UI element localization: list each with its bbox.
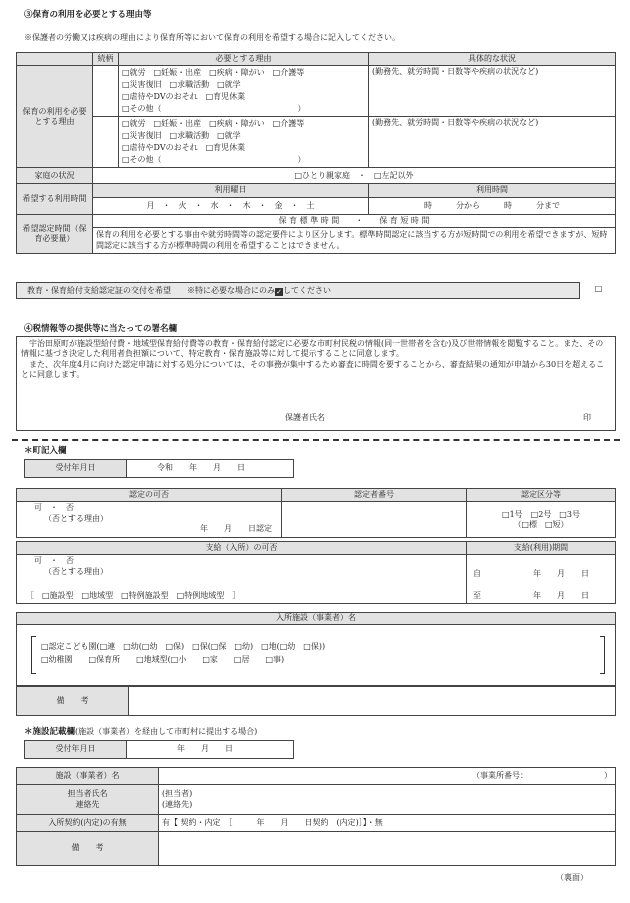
facility-name-field[interactable]: （事業所番号： ） <box>159 768 616 785</box>
town-cert-table <box>16 488 616 538</box>
seal-mark: 印 <box>583 413 591 422</box>
supply-period-cell[interactable]: 自 年 月 日 至 年 月 日 <box>467 555 616 604</box>
supply-approval-header: 支給（入所）の可否 <box>17 542 467 555</box>
contract-field[interactable]: 有【 契約・内定 ［ 年 月 日契約 (内定)］】・無 <box>159 815 616 832</box>
town-remarks-field[interactable] <box>129 687 616 716</box>
guardian-name-field[interactable] <box>337 411 537 425</box>
voucher-checkbox[interactable]: □ <box>579 282 617 299</box>
consent-paragraph-2: また、次年度4月に向けた認定申請に対する処分については、その事務が集中するため審査に時間を要することから、審査結果の通知が申請から30日を超えることに同意します。 <box>21 359 605 380</box>
detail-header: 具体的な状況 <box>369 53 616 66</box>
cert-approval-cell[interactable]: 可 ・ 否 （否とする理由） 年 月 日認定 <box>17 502 282 538</box>
town-remarks-table <box>16 686 616 716</box>
cert-number-header: 認定者番号 <box>282 489 467 502</box>
contract-label: 入所契約(内定)の有無 <box>17 815 159 832</box>
family-options[interactable]: □ひとり親家庭 ・ □左記以外 <box>93 168 616 184</box>
reason-options-2[interactable]: □就労 □妊娠・出産 □疾病・障がい □介護等 □災害復旧 □求職活動 □就学 □虐待やDVのおそれ □育児休業 □その他（ ） <box>119 117 369 168</box>
facility-received-label: 受付年月日 <box>25 741 127 759</box>
days-header: 利用曜日 <box>93 184 369 197</box>
reason-options-1[interactable]: □就労 □妊娠・出産 □疾病・障がい □介護等 □災害復旧 □求職活動 □就学 □虐待やDVのおそれ □育児休業 □その他（ ） <box>119 66 369 117</box>
contact-field[interactable]: (担当者) (連絡先) <box>159 785 616 815</box>
relation-cell-2[interactable] <box>93 117 119 168</box>
cert-number-cell[interactable] <box>282 502 467 538</box>
sec3-title: ③保育の利用を必要とする理由等 <box>24 10 152 20</box>
town-supply-table <box>16 541 616 604</box>
cert-approval-header: 認定の可否 <box>17 489 282 502</box>
facility-name-label: 施設（事業者）名 <box>17 768 159 785</box>
contact-label: 担当者氏名 連絡先 <box>17 785 159 815</box>
reason-row-label: 保育の利用を必要とする理由 <box>17 66 93 168</box>
family-label: 家庭の状況 <box>17 168 93 184</box>
reason-table <box>16 52 616 254</box>
page-footer: （裏面） <box>556 873 588 882</box>
wish-label: 希望する利用時間 <box>17 184 93 214</box>
town-title: ＊町記入欄 <box>24 446 67 456</box>
sec3-note: ※保護者の労働又は疾病の理由により保育所等において保育の利用を希望する場合に記入してください。 <box>24 33 400 42</box>
guardian-name-label: 保護者氏名 <box>285 413 325 422</box>
detail-cell-1[interactable]: (勤務先、就労時間・日数等や疾病の状況など) <box>369 66 616 117</box>
town-received-label: 受付年月日 <box>25 460 127 478</box>
facility-title: ＊施設記載欄(施設（事業者）を経由して市町村に提出する場合) <box>24 727 258 737</box>
facility-received-date[interactable]: 年 月 日 <box>127 741 294 759</box>
cert-time-options[interactable]: 保 育 標 準 時 間 ・ 保 育 短 時 間 <box>93 214 616 227</box>
voucher-tail: してください <box>283 286 331 295</box>
relation-header: 続柄 <box>93 53 119 66</box>
facility-info-table <box>16 767 616 866</box>
time-header: 利用時間 <box>369 184 616 197</box>
consent-paragraph-1: 宇治田原町が施設型給付費・地域型保育給付費等の教育・保育給付認定に必要な市町村民税の情報(同一世帯者を含む)及び世帯情報を閲覧すること。また、その情報に基づき決定した利用者負担額について、特定教育・保育施設等に対して提示することに同意します。 <box>21 339 604 359</box>
checkmark-icon: ✓ <box>276 288 282 296</box>
consent-box <box>16 336 616 431</box>
facility-remarks-field[interactable] <box>159 832 616 866</box>
sec4-title: ④税情報等の提供等に当たっての署名欄 <box>24 324 178 334</box>
facility-name-block <box>16 612 616 686</box>
facility-name-header: 入所施設（事業者）名 <box>17 613 615 625</box>
town-remarks-label: 備 考 <box>17 687 129 716</box>
cert-time-explanation: 保育の利用を必要とする事由や就労時間等の認定要件により区分します。標準時間認定に該当する方が短時間での利用を希望できますが、短時間認定に該当する方が標準時間の利用を希望することはできません。 <box>93 228 616 254</box>
detail-cell-2[interactable]: (勤務先、就労時間・日数等や疾病の状況など) <box>369 117 616 168</box>
facility-remarks-label: 備 考 <box>17 832 159 866</box>
cut-line <box>12 439 620 441</box>
relation-cell-1[interactable] <box>93 66 119 117</box>
cert-time-label: 希望認定時間（保育必要量） <box>17 214 93 253</box>
voucher-row <box>16 282 616 299</box>
reason-header: 必要とする理由 <box>119 53 369 66</box>
town-received-date[interactable]: 令和 年 月 日 <box>127 460 294 478</box>
time-fields[interactable]: 時 分から 時 分まで <box>369 197 616 214</box>
facility-received-table <box>24 740 294 759</box>
town-received-table <box>24 459 294 478</box>
cert-class-header: 認定区分等 <box>467 489 616 502</box>
supply-period-header: 支給(利用)期間 <box>467 542 616 555</box>
blank-header <box>17 53 93 66</box>
supply-approval-cell[interactable]: 可 ・ 否 （否とする理由） ［ □施設型 □地域型 □特例施設型 □特例地域型 ］ <box>17 555 467 604</box>
facility-type-bracket[interactable]: □認定こども園(□連 □幼(□幼 □保) □保(□保 □幼) □地(□幼 □保)) □幼稚園 □保育所 □地域型(□小 □家 □居 □事) <box>31 636 605 674</box>
cert-class-cell[interactable]: □1号 □2号 □3号 （□標 □短） <box>467 502 616 538</box>
voucher-text: 教育・保育給付支給認定証の交付を希望 ※特に必要な場合にのみ <box>27 286 275 295</box>
days-options[interactable]: 月 ・ 火 ・ 水 ・ 木 ・ 金 ・ 土 <box>93 197 369 214</box>
